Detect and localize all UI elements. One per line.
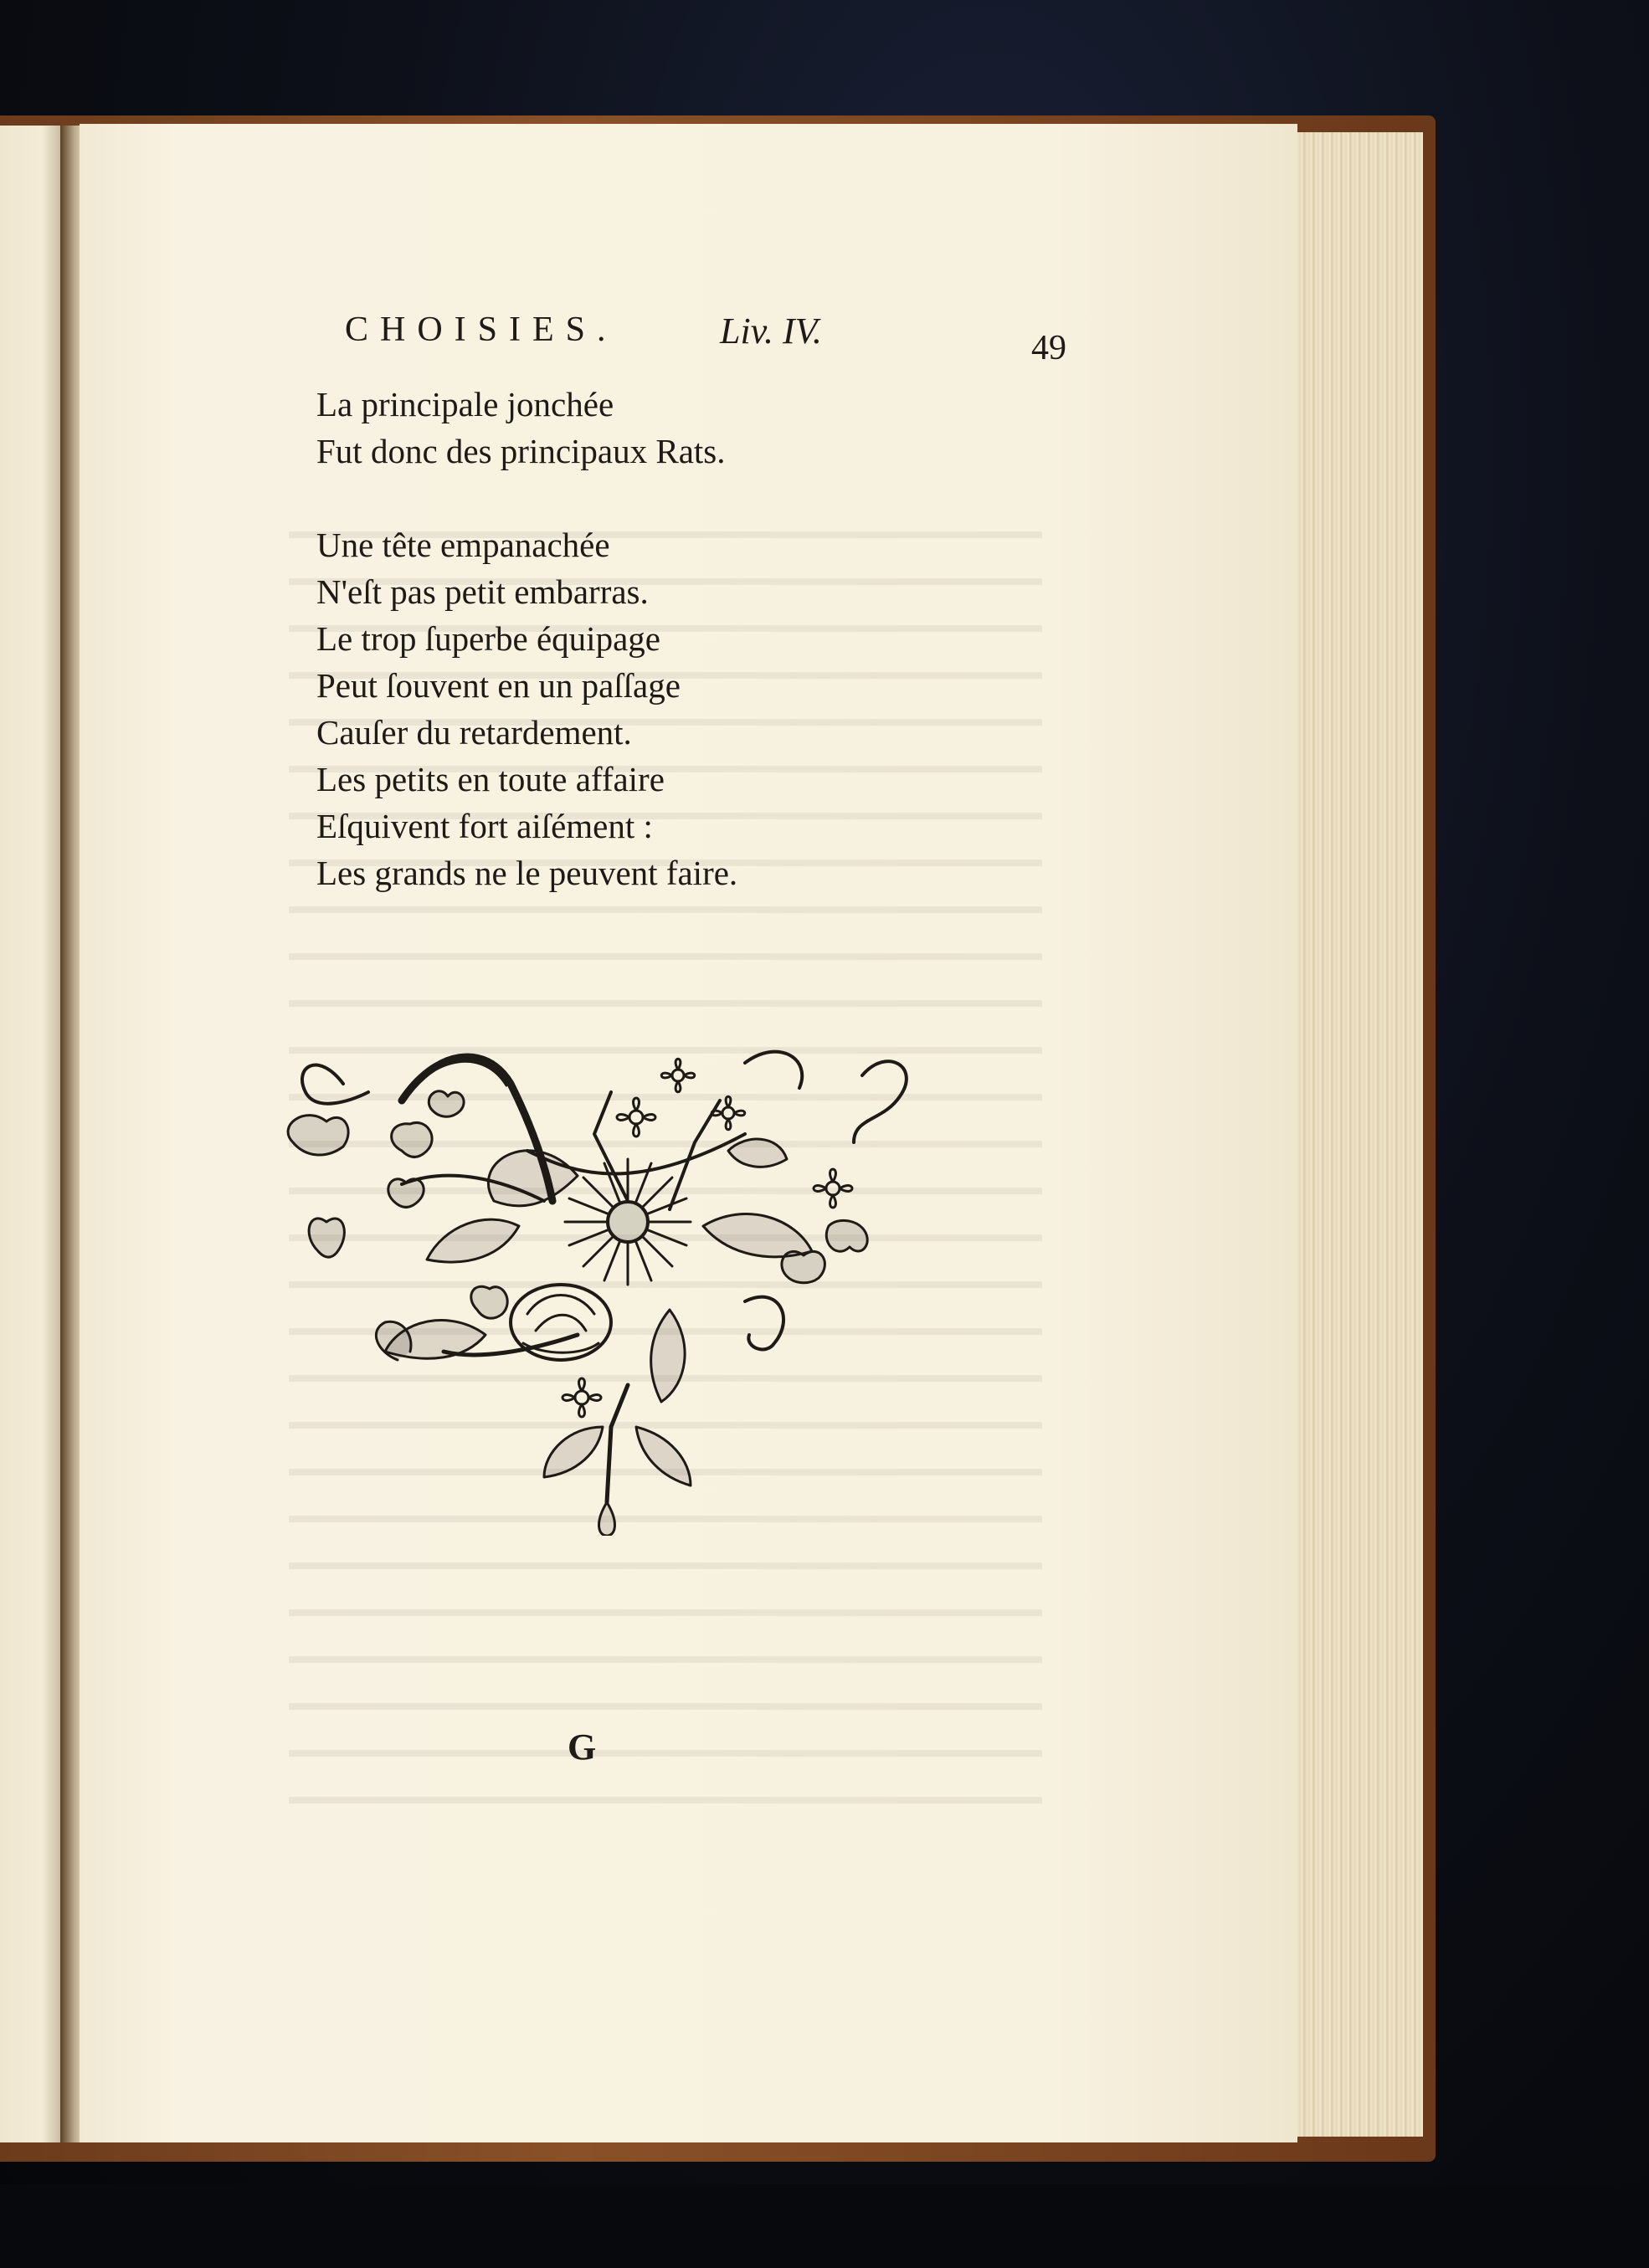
stanza-2 (316, 521, 986, 896)
table-shadow (0, 2184, 1649, 2268)
book-reference: Liv. IV. (720, 310, 822, 351)
page-number: 49 (1031, 329, 1066, 367)
verse-line: Le trop ſuperbe équipage (316, 619, 660, 658)
stanza-1 (316, 381, 986, 475)
verse-line: Une tête empanachée (316, 526, 610, 564)
verse-line: Eſquivent fort aiſément : (316, 807, 653, 845)
verse-line: Les petits en toute affaire (316, 760, 665, 798)
verse-line: Cauſer du retardement. (316, 713, 632, 752)
verse-line: La principale jonchée (316, 385, 614, 423)
verse-line: Peut ſouvent en un paſſage (316, 666, 681, 705)
verse-line: Les grands ne le peuvent faire. (316, 854, 738, 892)
left-page-edge (0, 126, 60, 2142)
signature-mark: G (568, 1727, 597, 1768)
verse-line: N'eſt pas petit embarras. (316, 572, 649, 611)
running-head: CHOISIES. (345, 310, 618, 349)
page-edges (1297, 132, 1423, 2137)
poem (316, 381, 986, 896)
verse-line: Fut donc des principaux Rats. (316, 432, 726, 470)
floral-bouquet-icon (276, 1034, 929, 1536)
stanza-gap (316, 475, 986, 521)
page-header (345, 310, 1098, 368)
